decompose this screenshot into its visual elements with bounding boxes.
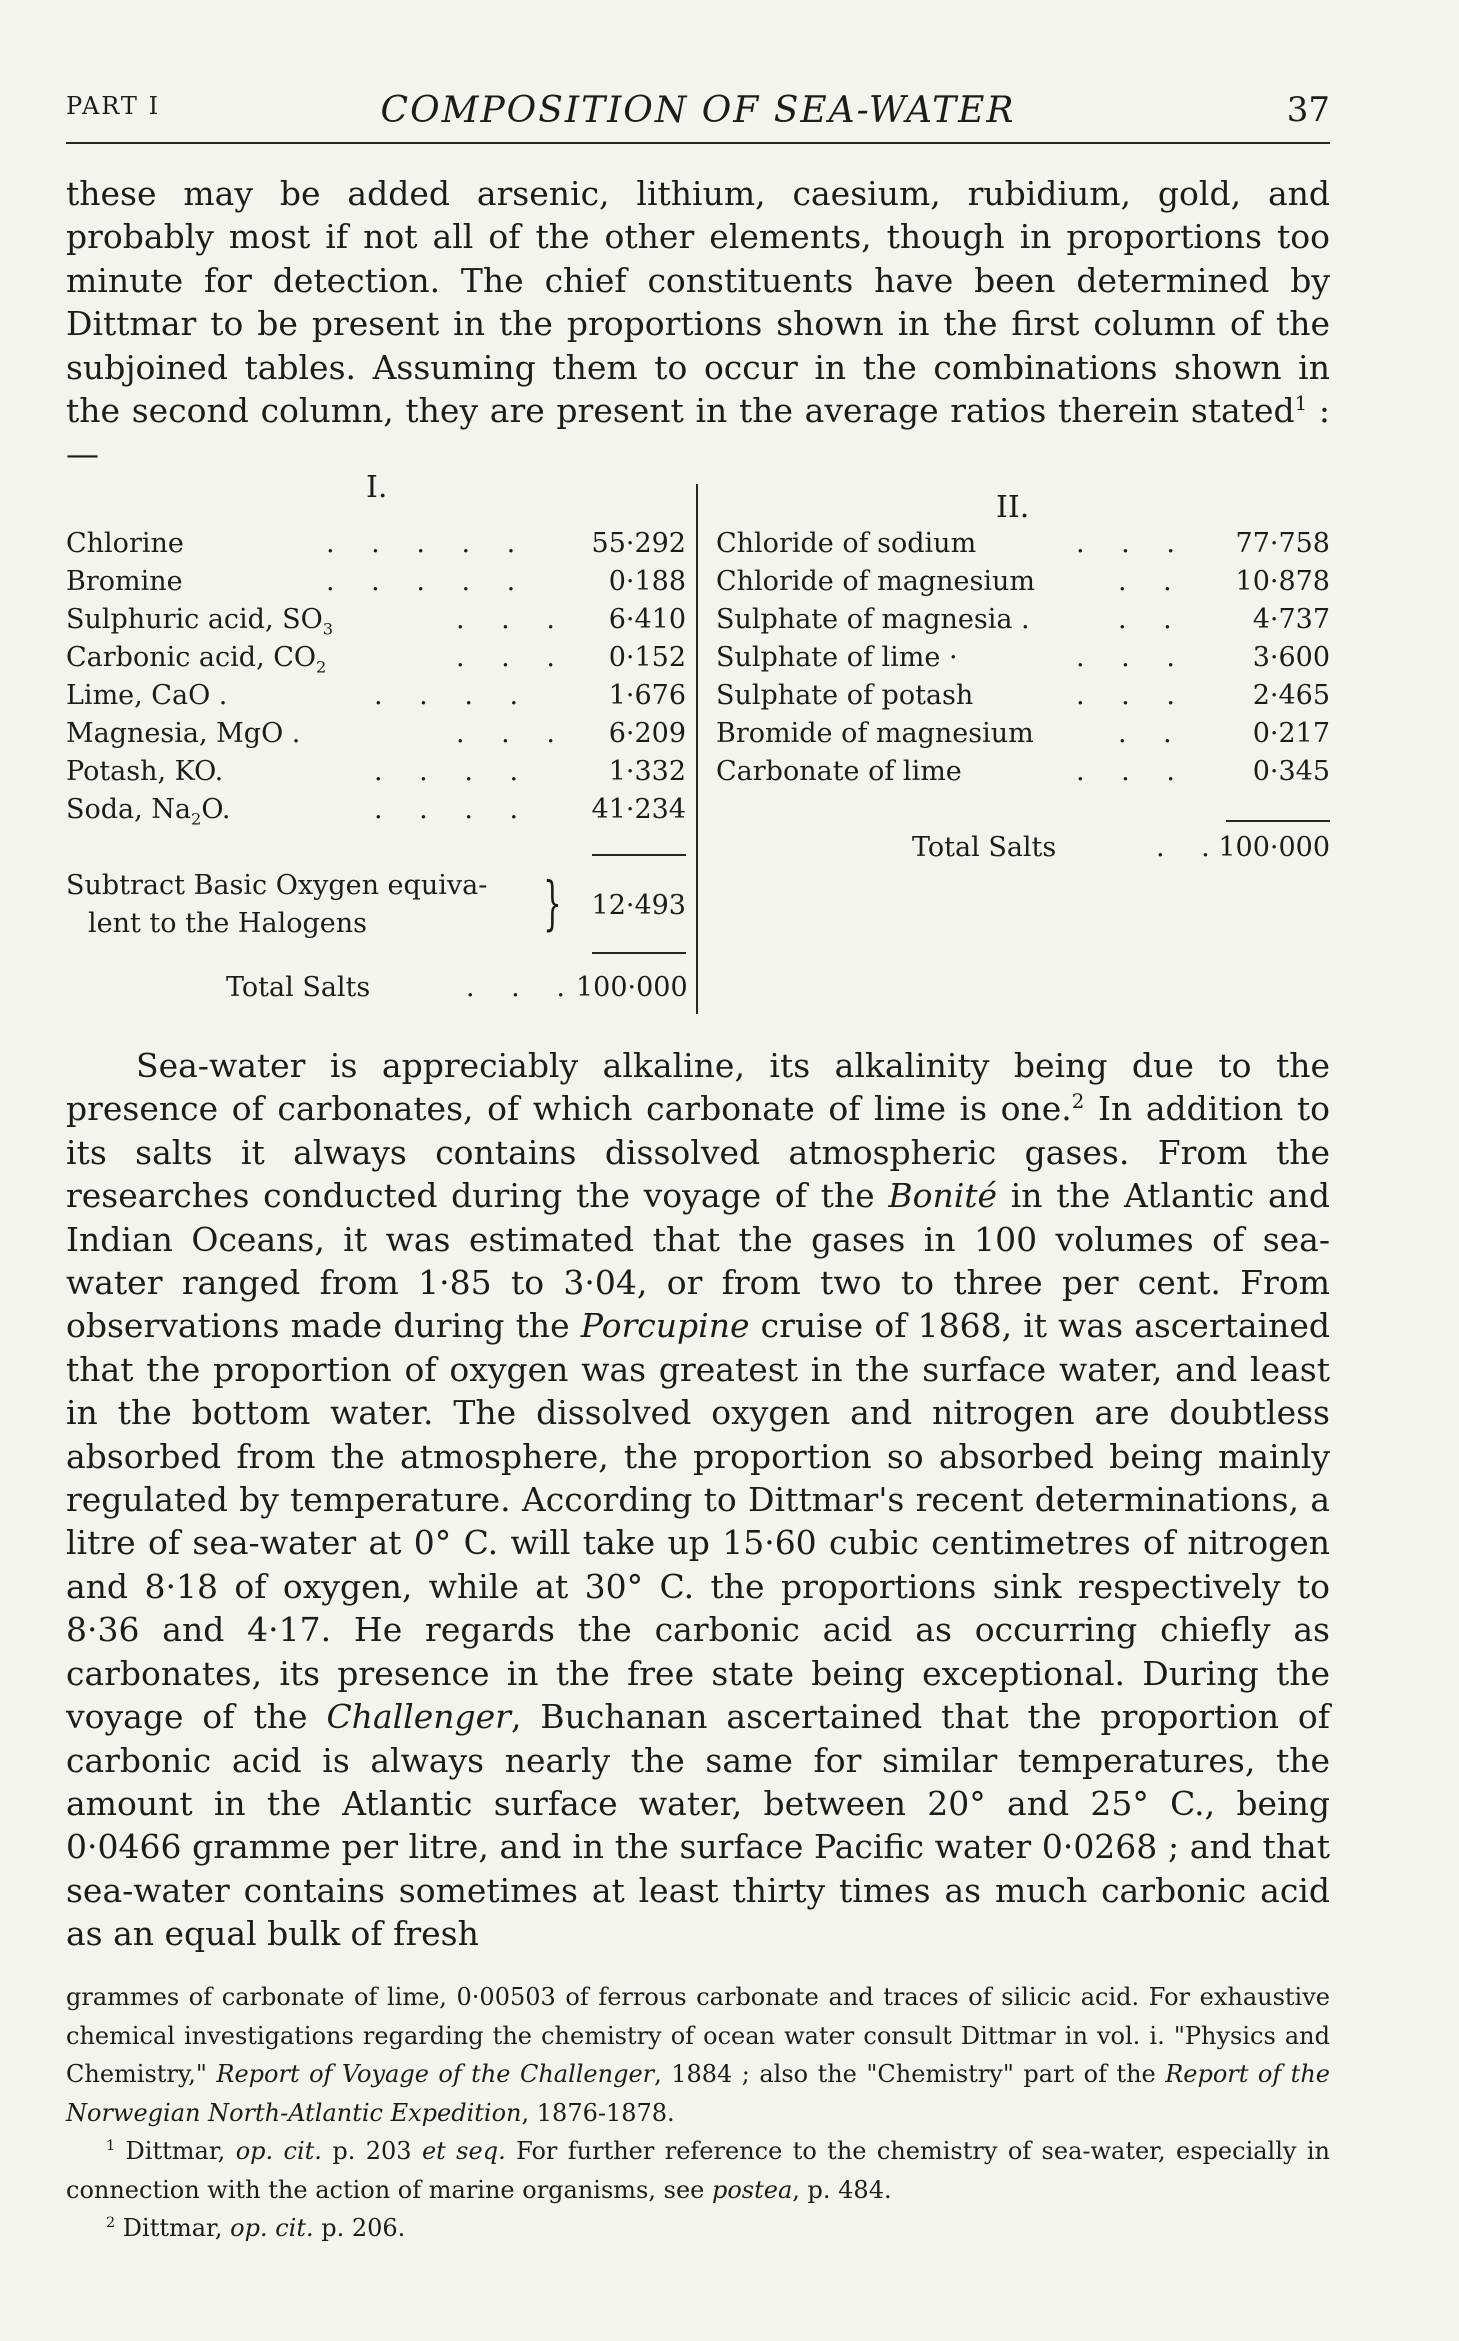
ship-name: Porcupine <box>580 1306 750 1346</box>
footnotes <box>66 1978 1330 2248</box>
page-title: COMPOSITION OF SEA-WATER <box>380 90 1016 131</box>
footnote-ref-2: 2 <box>1071 1090 1085 1114</box>
footnote-ref-1: 1 <box>1294 392 1308 416</box>
table-divider <box>696 484 698 1014</box>
composition-tables: I. Chlorine . . . . . 55·292 Bromine . . . . . 0·188 Sulphuric acid, $SO_3$ . . . 6·410 Carbonic acid, $CO_2$ . . . 0·152 Lime, CaO . . . . . 1·676 Magnesia, MgO . . . . 6·209 Potash, KO. . . . . 1·332 Soda, $Na_2O$. . . . . 41·234 Subtract Basic Oxygen equiva- lent to the Halogens } 12·493 Total Salts . . . 100·000 II. Chloride of sodium . . . 77·758 Chloride of magnesium . . 10·878 Sulphate of magnesia . . . 4·737 Sulphate of lime · . . . 3·600 Sulphate of potash . . . 2·465 Bromide of magnesium . . 0·217 Carbonate of lime . . . 0·345 Total Salts . . 100·000 <box>66 470 1330 1010</box>
brace: } <box>543 869 562 937</box>
table-two-heading: II. <box>996 490 1030 525</box>
table-one-heading: I. <box>366 470 388 505</box>
ship-name: Challenger <box>326 1697 511 1737</box>
footnote-1: $^1$ Dittmar, op. cit. p. 203 et seq. For further reference to the chemistry of sea-water, especially in connection with the action of marine organisms, see postea, p. 484. <box>66 2137 1330 2204</box>
footnote-continued: grammes of carbonate of lime, 0·00503 of ferrous carbonate and traces of silicic acid. For exhaustive chemical investigations regarding the chemistry of ocean water consult Dittmar in vol. i. "Physics and Chemistry," Report of Voyage of the Challenger, 1884 ; also the "Chemistry" part of the Report of the Norwegian North-Atlantic Expedition, 1876-1878. <box>66 1983 1330 2127</box>
total-rule <box>592 952 686 954</box>
ship-name: Bonité <box>888 1176 998 1216</box>
intro-paragraph: these may be added arsenic, lithium, caesium, rubidium, gold, and probably most if not all of the other elements, though in proportions too minute for detection. The chief constituents have been determined by Dittmar to be present in the proportions shown in the first column of the subjoined tables. Assuming them to occur in the combinations shown in the second column, they are present in the average ratios therein stated$^1$ :— <box>66 174 1331 474</box>
footnote-2: $^2$ Dittmar, op. cit. p. 206. <box>106 2214 406 2242</box>
part-label: PART I <box>66 92 161 120</box>
total-rule <box>1226 820 1330 822</box>
page-number: 37 <box>1286 90 1330 130</box>
running-header <box>66 82 1330 144</box>
subtotal-rule <box>592 854 686 856</box>
body-paragraph: Sea-water is appreciably alkaline, its alkalinity being due to the presence of carbonates, of which carbonate of lime is one.$^2$ In addition to its salts it always contains dissolved atmospheric gases. From the researches conducted during the voyage of the Bonité in the Atlantic and Indian Oceans, it was estimated that the gases in 100 volumes of sea-water ranged from 1·85 to 3·04, or from two to three per cent. From observations made during the Porcupine cruise of 1868, it was ascertained that the proportion of oxygen was greatest in the surface water, and least in the bottom water. The dissolved oxygen and nitrogen are doubtless absorbed from the atmosphere, the proportion so absorbed being mainly regulated by temperature. According to Dittmar's recent determinations, a litre of sea-water at 0° C. will take up 15·60 cubic centimetres of nitrogen and 8·18 of oxygen, while at 30° C. the proportions sink respectively to 8·36 and 4·17. He regards the carbonic acid as occurring chiefly as carbonates, its presence in the free state being exceptional. During the voyage of the Challenger, Buchanan ascertained that the proportion of carbonic acid is always nearly the same for similar temperatures, the amount in the Atlantic surface water, between 20° and 25° C., being 0·0466 gramme per litre, and in the surface Pacific water 0·0268 ; and that sea-water contains sometimes at least thirty times as much carbonic acid as an equal bulk of fresh <box>66 1046 1331 1954</box>
